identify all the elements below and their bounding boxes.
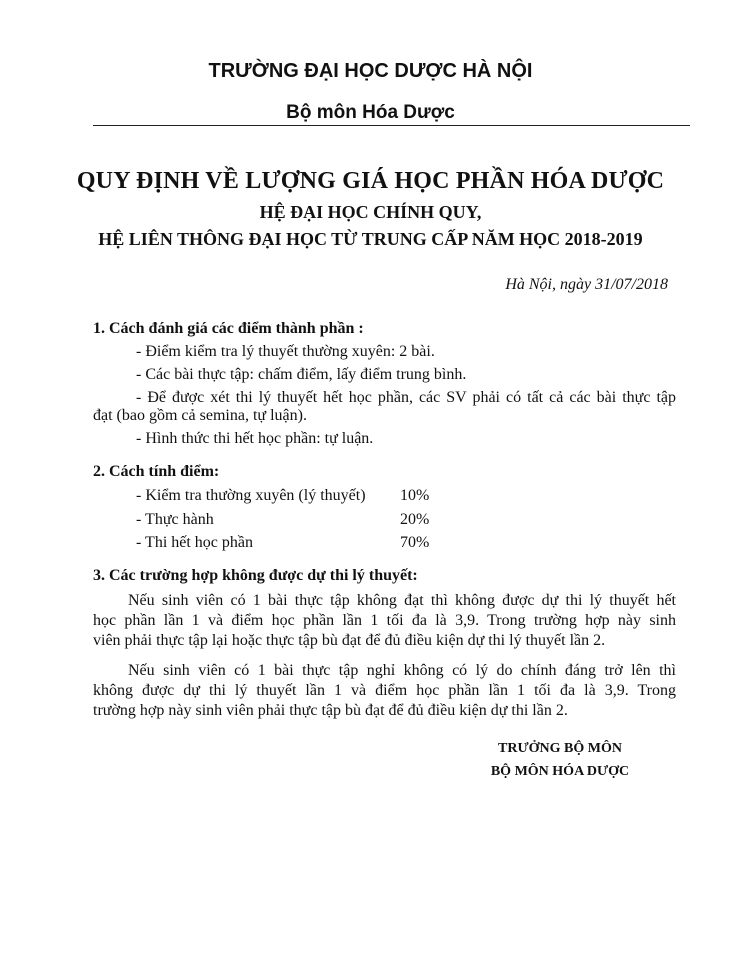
section-3-para-1-line: viên phải thực tập lại hoặc thực tập bù đạt để đủ điều kiện dự thi lý thuyết lần 2. — [93, 632, 606, 649]
score-row-percent: 10% — [400, 487, 430, 504]
score-row-percent: 70% — [400, 534, 430, 551]
section-1-item: - Để được xét thi lý thuyết hết học phần, các SV phải có tất cả các bài thực tập — [136, 389, 676, 406]
document-subtitle-1: HỆ ĐẠI HỌC CHÍNH QUY, — [259, 202, 482, 222]
section-1-heading: 1. Cách đánh giá các điểm thành phần : — [93, 320, 364, 337]
section-3-heading: 3. Các trường hợp không được dự thi lý thuyết: — [93, 567, 418, 584]
section-3-para-2-line: không được dự thi lý thuyết lần 1 và điểm học phần lần 1 tối đa là 3,9. Trong — [93, 682, 676, 699]
department-name: Bộ môn Hóa Dược — [286, 102, 455, 123]
signature-department: BỘ MÔN HÓA DƯỢC — [490, 764, 630, 779]
document-subtitle-2: HỆ LIÊN THÔNG ĐẠI HỌC TỪ TRUNG CẤP NĂM HỌC 2018-2019 — [98, 229, 643, 249]
header-divider — [93, 125, 690, 126]
score-row-label: - Thực hành — [136, 511, 214, 528]
section-1-item: - Hình thức thi hết học phần: tự luận. — [136, 430, 374, 447]
section-3-para-2-line: Nếu sinh viên có 1 bài thực tập nghỉ không có lý do chính đáng trở lên thì — [128, 662, 676, 679]
score-row-label: - Kiểm tra thường xuyên (lý thuyết) — [136, 487, 366, 504]
school-name: TRƯỜNG ĐẠI HỌC DƯỢC HÀ NỘI — [208, 60, 533, 82]
section-1-item-continuation: đạt (bao gồm cả semina, tự luận). — [93, 407, 307, 424]
signature-title: TRƯỞNG BỘ MÔN — [498, 741, 622, 756]
score-row-percent: 20% — [400, 511, 430, 528]
section-2-heading: 2. Cách tính điểm: — [93, 463, 220, 480]
section-3-para-1-line: Nếu sinh viên có 1 bài thực tập không đạt thì không được dự thi lý thuyết hết — [128, 592, 676, 609]
section-1-item: - Điểm kiểm tra lý thuyết thường xuyên: 2 bài. — [136, 343, 435, 360]
document-title: QUY ĐỊNH VỀ LƯỢNG GIÁ HỌC PHẦN HÓA DƯỢC — [76, 168, 665, 194]
section-1-item: - Các bài thực tập: chấm điểm, lấy điểm trung bình. — [136, 366, 467, 383]
section-3-para-2-line: trường hợp này sinh viên phải thực tập bù đạt để đủ điều kiện dự thi lần 2. — [93, 702, 568, 719]
date-line: Hà Nội, ngày 31/07/2018 — [505, 276, 668, 293]
section-3-para-1-line: học phần lần 1 và điểm học phần lần 1 tối đa là 3,9. Trong trường hợp này sinh — [93, 612, 676, 629]
score-row-label: - Thi hết học phần — [136, 534, 254, 551]
